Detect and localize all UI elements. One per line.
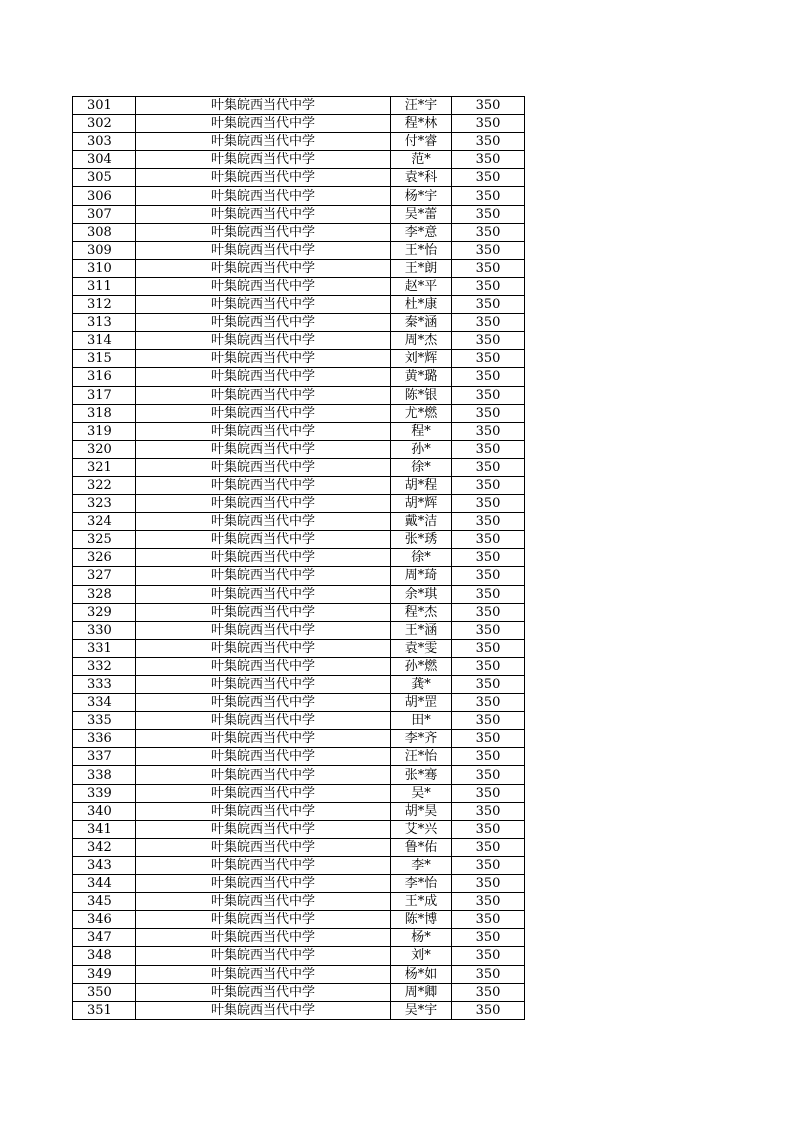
- student-name-cell: 杨*宇: [391, 187, 452, 205]
- school-cell: 叶集皖西当代中学: [136, 603, 391, 621]
- student-name-cell: 秦*涵: [391, 314, 452, 332]
- row-number-cell: 311: [73, 277, 136, 295]
- school-cell: 叶集皖西当代中学: [136, 983, 391, 1001]
- row-number-cell: 343: [73, 856, 136, 874]
- school-cell: 叶集皖西当代中学: [136, 495, 391, 513]
- table-row: [73, 169, 525, 187]
- student-name-cell: 周*琦: [391, 567, 452, 585]
- score-cell: 350: [452, 495, 525, 513]
- row-number-cell: 309: [73, 241, 136, 259]
- student-name-cell: 刘*: [391, 947, 452, 965]
- student-name-cell: 陈*博: [391, 911, 452, 929]
- student-name-cell: 程*林: [391, 115, 452, 133]
- student-name-cell: 程*杰: [391, 603, 452, 621]
- roster-table: [72, 96, 525, 1020]
- score-cell: 350: [452, 422, 525, 440]
- student-name-cell: 王*成: [391, 893, 452, 911]
- score-cell: 350: [452, 296, 525, 314]
- school-cell: 叶集皖西当代中学: [136, 820, 391, 838]
- school-cell: 叶集皖西当代中学: [136, 856, 391, 874]
- row-number-cell: 347: [73, 929, 136, 947]
- student-name-cell: 李*意: [391, 223, 452, 241]
- school-cell: 叶集皖西当代中学: [136, 241, 391, 259]
- score-cell: 350: [452, 965, 525, 983]
- school-cell: 叶集皖西当代中学: [136, 621, 391, 639]
- table-row: [73, 820, 525, 838]
- row-number-cell: 340: [73, 802, 136, 820]
- school-cell: 叶集皖西当代中学: [136, 911, 391, 929]
- school-cell: 叶集皖西当代中学: [136, 368, 391, 386]
- table-row: [73, 983, 525, 1001]
- student-name-cell: 田*: [391, 712, 452, 730]
- score-cell: 350: [452, 187, 525, 205]
- table-row: [73, 748, 525, 766]
- student-name-cell: 杨*: [391, 929, 452, 947]
- score-cell: 350: [452, 748, 525, 766]
- table-row: [73, 495, 525, 513]
- score-cell: 350: [452, 386, 525, 404]
- row-number-cell: 349: [73, 965, 136, 983]
- score-cell: 350: [452, 567, 525, 585]
- table-row: [73, 350, 525, 368]
- student-name-cell: 李*怡: [391, 875, 452, 893]
- score-cell: 350: [452, 929, 525, 947]
- row-number-cell: 317: [73, 386, 136, 404]
- school-cell: 叶集皖西当代中学: [136, 531, 391, 549]
- student-name-cell: 胡*程: [391, 476, 452, 494]
- row-number-cell: 325: [73, 531, 136, 549]
- row-number-cell: 346: [73, 911, 136, 929]
- student-name-cell: 杜*康: [391, 296, 452, 314]
- row-number-cell: 308: [73, 223, 136, 241]
- row-number-cell: 314: [73, 332, 136, 350]
- school-cell: 叶集皖西当代中学: [136, 151, 391, 169]
- row-number-cell: 306: [73, 187, 136, 205]
- score-cell: 350: [452, 694, 525, 712]
- table-row: [73, 802, 525, 820]
- row-number-cell: 318: [73, 404, 136, 422]
- student-name-cell: 王*涵: [391, 621, 452, 639]
- table-row: [73, 694, 525, 712]
- table-row: [73, 567, 525, 585]
- student-name-cell: 范*: [391, 151, 452, 169]
- score-cell: 350: [452, 639, 525, 657]
- score-cell: 350: [452, 314, 525, 332]
- table-row: [73, 259, 525, 277]
- roster-table-body: [73, 97, 525, 1020]
- table-row: [73, 911, 525, 929]
- table-row: [73, 1001, 525, 1019]
- table-row: [73, 133, 525, 151]
- score-cell: 350: [452, 458, 525, 476]
- table-row: [73, 277, 525, 295]
- row-number-cell: 348: [73, 947, 136, 965]
- row-number-cell: 307: [73, 205, 136, 223]
- table-row: [73, 513, 525, 531]
- school-cell: 叶集皖西当代中学: [136, 748, 391, 766]
- school-cell: 叶集皖西当代中学: [136, 694, 391, 712]
- school-cell: 叶集皖西当代中学: [136, 947, 391, 965]
- score-cell: 350: [452, 838, 525, 856]
- table-row: [73, 458, 525, 476]
- student-name-cell: 戴*洁: [391, 513, 452, 531]
- table-row: [73, 730, 525, 748]
- row-number-cell: 305: [73, 169, 136, 187]
- table-row: [73, 115, 525, 133]
- table-row: [73, 657, 525, 675]
- school-cell: 叶集皖西当代中学: [136, 585, 391, 603]
- student-name-cell: 尤*燃: [391, 404, 452, 422]
- student-name-cell: 袁*科: [391, 169, 452, 187]
- school-cell: 叶集皖西当代中学: [136, 929, 391, 947]
- score-cell: 350: [452, 1001, 525, 1019]
- row-number-cell: 329: [73, 603, 136, 621]
- score-cell: 350: [452, 259, 525, 277]
- school-cell: 叶集皖西当代中学: [136, 513, 391, 531]
- student-name-cell: 张*骞: [391, 766, 452, 784]
- score-cell: 350: [452, 603, 525, 621]
- student-name-cell: 王*朗: [391, 259, 452, 277]
- table-row: [73, 766, 525, 784]
- score-cell: 350: [452, 856, 525, 874]
- school-cell: 叶集皖西当代中学: [136, 115, 391, 133]
- row-number-cell: 337: [73, 748, 136, 766]
- student-name-cell: 付*睿: [391, 133, 452, 151]
- table-row: [73, 603, 525, 621]
- row-number-cell: 313: [73, 314, 136, 332]
- row-number-cell: 302: [73, 115, 136, 133]
- student-name-cell: 龚*: [391, 676, 452, 694]
- row-number-cell: 320: [73, 440, 136, 458]
- score-cell: 350: [452, 97, 525, 115]
- row-number-cell: 323: [73, 495, 136, 513]
- student-name-cell: 陈*银: [391, 386, 452, 404]
- table-row: [73, 531, 525, 549]
- table-row: [73, 712, 525, 730]
- score-cell: 350: [452, 115, 525, 133]
- row-number-cell: 310: [73, 259, 136, 277]
- table-row: [73, 368, 525, 386]
- score-cell: 350: [452, 766, 525, 784]
- score-cell: 350: [452, 676, 525, 694]
- table-row: [73, 965, 525, 983]
- score-cell: 350: [452, 893, 525, 911]
- table-row: [73, 621, 525, 639]
- table-row: [73, 947, 525, 965]
- student-name-cell: 胡*昊: [391, 802, 452, 820]
- score-cell: 350: [452, 730, 525, 748]
- score-cell: 350: [452, 223, 525, 241]
- student-name-cell: 胡*辉: [391, 495, 452, 513]
- school-cell: 叶集皖西当代中学: [136, 893, 391, 911]
- table-row: [73, 476, 525, 494]
- score-cell: 350: [452, 657, 525, 675]
- score-cell: 350: [452, 712, 525, 730]
- table-row: [73, 875, 525, 893]
- table-row: [73, 549, 525, 567]
- student-name-cell: 程*: [391, 422, 452, 440]
- score-cell: 350: [452, 784, 525, 802]
- score-cell: 350: [452, 332, 525, 350]
- school-cell: 叶集皖西当代中学: [136, 639, 391, 657]
- student-name-cell: 刘*辉: [391, 350, 452, 368]
- school-cell: 叶集皖西当代中学: [136, 277, 391, 295]
- row-number-cell: 341: [73, 820, 136, 838]
- table-row: [73, 151, 525, 169]
- school-cell: 叶集皖西当代中学: [136, 657, 391, 675]
- score-cell: 350: [452, 476, 525, 494]
- score-cell: 350: [452, 820, 525, 838]
- score-cell: 350: [452, 947, 525, 965]
- row-number-cell: 303: [73, 133, 136, 151]
- school-cell: 叶集皖西当代中学: [136, 296, 391, 314]
- row-number-cell: 334: [73, 694, 136, 712]
- student-name-cell: 李*: [391, 856, 452, 874]
- table-row: [73, 332, 525, 350]
- school-cell: 叶集皖西当代中学: [136, 965, 391, 983]
- table-row: [73, 422, 525, 440]
- score-cell: 350: [452, 404, 525, 422]
- student-name-cell: 徐*: [391, 458, 452, 476]
- table-row: [73, 440, 525, 458]
- school-cell: 叶集皖西当代中学: [136, 187, 391, 205]
- school-cell: 叶集皖西当代中学: [136, 549, 391, 567]
- table-row: [73, 314, 525, 332]
- row-number-cell: 312: [73, 296, 136, 314]
- score-cell: 350: [452, 549, 525, 567]
- table-row: [73, 856, 525, 874]
- school-cell: 叶集皖西当代中学: [136, 730, 391, 748]
- student-name-cell: 李*齐: [391, 730, 452, 748]
- row-number-cell: 335: [73, 712, 136, 730]
- table-row: [73, 241, 525, 259]
- student-name-cell: 余*琪: [391, 585, 452, 603]
- row-number-cell: 351: [73, 1001, 136, 1019]
- score-cell: 350: [452, 368, 525, 386]
- score-cell: 350: [452, 440, 525, 458]
- school-cell: 叶集皖西当代中学: [136, 676, 391, 694]
- table-row: [73, 97, 525, 115]
- row-number-cell: 328: [73, 585, 136, 603]
- score-cell: 350: [452, 151, 525, 169]
- row-number-cell: 327: [73, 567, 136, 585]
- table-row: [73, 838, 525, 856]
- student-name-cell: 王*怡: [391, 241, 452, 259]
- row-number-cell: 338: [73, 766, 136, 784]
- row-number-cell: 333: [73, 676, 136, 694]
- row-number-cell: 330: [73, 621, 136, 639]
- score-cell: 350: [452, 513, 525, 531]
- student-name-cell: 孙*: [391, 440, 452, 458]
- school-cell: 叶集皖西当代中学: [136, 476, 391, 494]
- school-cell: 叶集皖西当代中学: [136, 332, 391, 350]
- row-number-cell: 301: [73, 97, 136, 115]
- student-name-cell: 吴*: [391, 784, 452, 802]
- school-cell: 叶集皖西当代中学: [136, 567, 391, 585]
- school-cell: 叶集皖西当代中学: [136, 133, 391, 151]
- student-name-cell: 黄*璐: [391, 368, 452, 386]
- school-cell: 叶集皖西当代中学: [136, 1001, 391, 1019]
- student-name-cell: 袁*雯: [391, 639, 452, 657]
- student-name-cell: 周*卿: [391, 983, 452, 1001]
- student-name-cell: 杨*如: [391, 965, 452, 983]
- student-name-cell: 孙*燃: [391, 657, 452, 675]
- score-cell: 350: [452, 621, 525, 639]
- row-number-cell: 326: [73, 549, 136, 567]
- row-number-cell: 315: [73, 350, 136, 368]
- student-name-cell: 张*琇: [391, 531, 452, 549]
- school-cell: 叶集皖西当代中学: [136, 766, 391, 784]
- row-number-cell: 342: [73, 838, 136, 856]
- school-cell: 叶集皖西当代中学: [136, 784, 391, 802]
- row-number-cell: 339: [73, 784, 136, 802]
- row-number-cell: 304: [73, 151, 136, 169]
- score-cell: 350: [452, 531, 525, 549]
- table-row: [73, 639, 525, 657]
- school-cell: 叶集皖西当代中学: [136, 97, 391, 115]
- table-row: [73, 784, 525, 802]
- table-row: [73, 585, 525, 603]
- school-cell: 叶集皖西当代中学: [136, 386, 391, 404]
- school-cell: 叶集皖西当代中学: [136, 458, 391, 476]
- score-cell: 350: [452, 983, 525, 1001]
- school-cell: 叶集皖西当代中学: [136, 440, 391, 458]
- table-row: [73, 187, 525, 205]
- row-number-cell: 345: [73, 893, 136, 911]
- student-name-cell: 赵*平: [391, 277, 452, 295]
- table-row: [73, 386, 525, 404]
- row-number-cell: 321: [73, 458, 136, 476]
- student-name-cell: 汪*怡: [391, 748, 452, 766]
- table-row: [73, 205, 525, 223]
- student-name-cell: 周*杰: [391, 332, 452, 350]
- score-cell: 350: [452, 585, 525, 603]
- table-row: [73, 296, 525, 314]
- row-number-cell: 336: [73, 730, 136, 748]
- student-name-cell: 吴*宇: [391, 1001, 452, 1019]
- row-number-cell: 344: [73, 875, 136, 893]
- score-cell: 350: [452, 169, 525, 187]
- table-row: [73, 404, 525, 422]
- score-cell: 350: [452, 350, 525, 368]
- school-cell: 叶集皖西当代中学: [136, 259, 391, 277]
- student-name-cell: 胡*罡: [391, 694, 452, 712]
- student-name-cell: 汪*宇: [391, 97, 452, 115]
- score-cell: 350: [452, 205, 525, 223]
- table-row: [73, 893, 525, 911]
- row-number-cell: 332: [73, 657, 136, 675]
- score-cell: 350: [452, 802, 525, 820]
- school-cell: 叶集皖西当代中学: [136, 223, 391, 241]
- score-cell: 350: [452, 133, 525, 151]
- school-cell: 叶集皖西当代中学: [136, 314, 391, 332]
- student-name-cell: 吴*蕾: [391, 205, 452, 223]
- score-cell: 350: [452, 241, 525, 259]
- score-cell: 350: [452, 875, 525, 893]
- school-cell: 叶集皖西当代中学: [136, 404, 391, 422]
- school-cell: 叶集皖西当代中学: [136, 422, 391, 440]
- school-cell: 叶集皖西当代中学: [136, 875, 391, 893]
- school-cell: 叶集皖西当代中学: [136, 350, 391, 368]
- score-cell: 350: [452, 911, 525, 929]
- row-number-cell: 319: [73, 422, 136, 440]
- row-number-cell: 316: [73, 368, 136, 386]
- table-row: [73, 223, 525, 241]
- row-number-cell: 331: [73, 639, 136, 657]
- student-name-cell: 鲁*佑: [391, 838, 452, 856]
- school-cell: 叶集皖西当代中学: [136, 802, 391, 820]
- table-row: [73, 929, 525, 947]
- score-cell: 350: [452, 277, 525, 295]
- row-number-cell: 324: [73, 513, 136, 531]
- table-row: [73, 676, 525, 694]
- school-cell: 叶集皖西当代中学: [136, 205, 391, 223]
- row-number-cell: 322: [73, 476, 136, 494]
- school-cell: 叶集皖西当代中学: [136, 838, 391, 856]
- student-name-cell: 艾*兴: [391, 820, 452, 838]
- school-cell: 叶集皖西当代中学: [136, 712, 391, 730]
- school-cell: 叶集皖西当代中学: [136, 169, 391, 187]
- student-name-cell: 徐*: [391, 549, 452, 567]
- row-number-cell: 350: [73, 983, 136, 1001]
